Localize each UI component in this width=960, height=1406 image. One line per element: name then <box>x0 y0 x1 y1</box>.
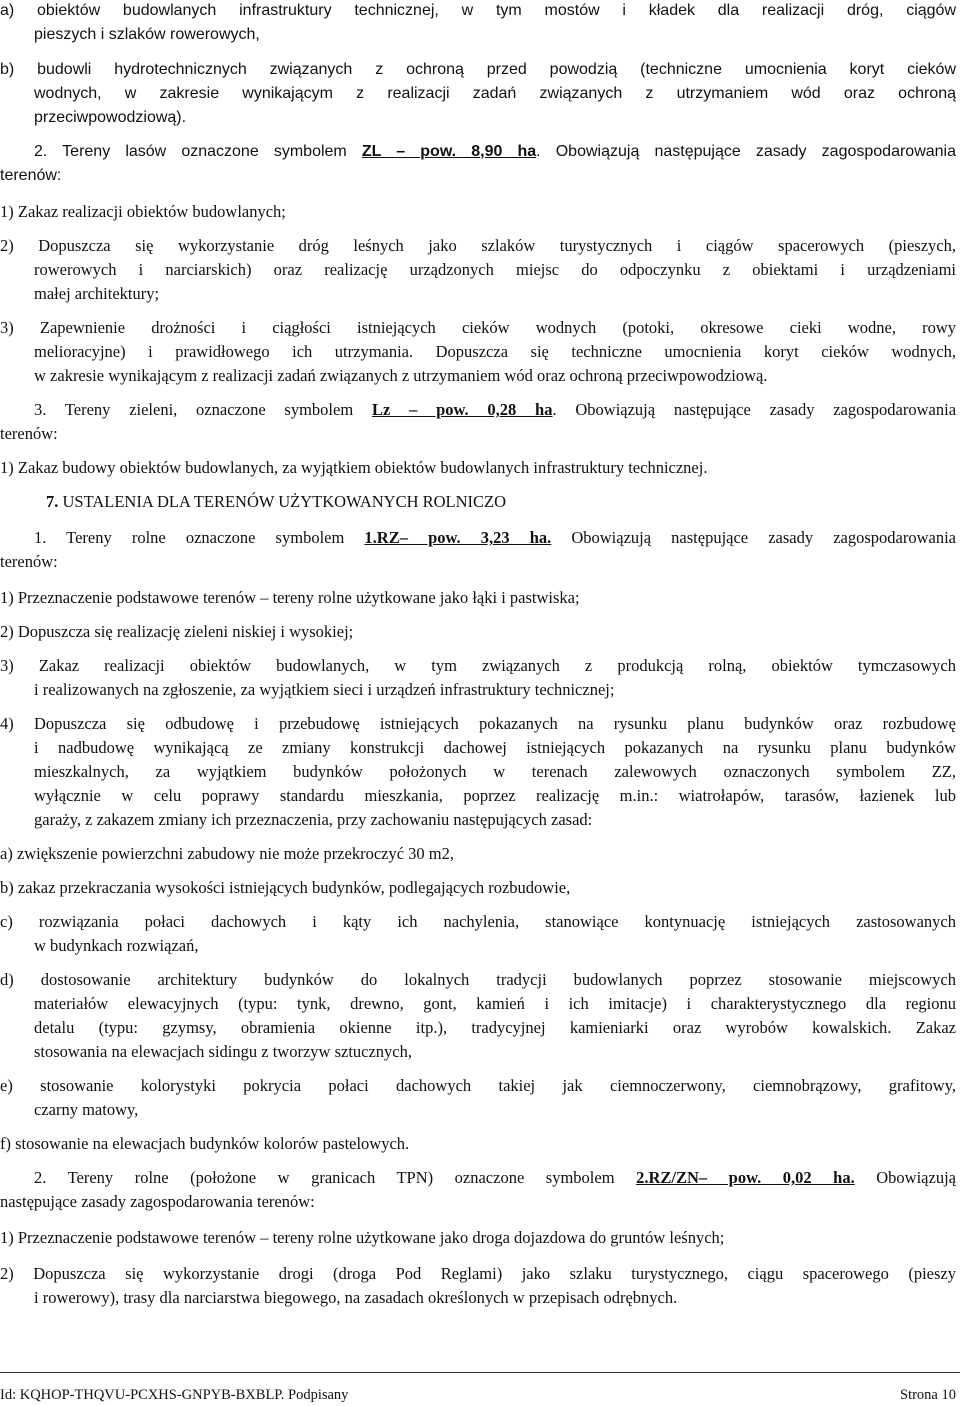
text-run: Obowiązują następujące zasady zagospodarowania <box>551 528 956 547</box>
text-line: małej architektury; <box>34 284 160 303</box>
emphasis-text: Lz – pow. 0,28 ha <box>371 400 553 419</box>
text-run: USTALENIA DLA TERENÓW UŻYTKOWANYCH ROLNICZO <box>58 492 507 511</box>
text-line: 2) Dopuszcza się wykorzystanie drogi (droga Pod Reglami) jako szlaku turystycznego, ciągu spacerowego (pieszy <box>0 1264 956 1283</box>
text-run: 2. Tereny rolne (położone w granicach TPN) oznaczone symbolem <box>34 1168 637 1187</box>
text-run: 1. Tereny rolne oznaczone symbolem <box>34 528 365 547</box>
text-line: pieszych i szlaków rowerowych, <box>34 26 260 43</box>
text-line: rowerowych i narciarskich) oraz realizację urządzonych miejsc do odpoczynku z obiektami i urządzeniami <box>34 260 956 279</box>
text-line: b) zakaz przekraczania wysokości istniejących budynków, podlegających rozbudowie, <box>0 878 571 897</box>
text-line: wodnych, w zakresie wynikającym z realizacji zadań związanych z utrzymaniem wód oraz ochroną <box>34 85 956 102</box>
text-line: w zakresie wynikającym z realizacji zadań związanych z utrzymaniem wód oraz ochroną przeciwpowodziową. <box>34 366 768 385</box>
text-line: a) obiektów budowlanych infrastruktury technicznej, w tym mostów i kładek dla realizacji dróg, ciągów <box>0 2 956 19</box>
underlined-symbol <box>636 1168 855 1187</box>
text-run: 3. Tereny zieleni, oznaczone symbolem <box>34 400 372 419</box>
text-line: i nadbudowę wynikającą ze zmiany konstrukcji dachowej istniejących pokazanych na rysunku planu budynków <box>34 738 956 757</box>
text-line: terenów: <box>0 424 58 443</box>
text-line: 1) Przeznaczenie podstawowe terenów – tereny rolne użytkowane jako droga dojazdowa do gruntów leśnych; <box>0 1228 725 1247</box>
text-line: 3) Zapewnienie drożności i ciągłości istniejących cieków wodnych (potoki, okresowe cieki wodne, rowy <box>0 318 956 337</box>
text-line: b) budowli hydrotechnicznych związanych z ochroną przed powodzią (techniczne umocnienia koryt cieków <box>0 61 956 78</box>
text-line: 4) Dopuszcza się odbudowę i przebudowę istniejących pokazanych na rysunku planu budynków oraz rozbudowę <box>0 714 956 733</box>
text-line: 1) Przeznaczenie podstawowe terenów – tereny rolne użytkowane jako łąki i pastwiska; <box>0 588 580 607</box>
text-line: 2) Dopuszcza się wykorzystanie dróg leśnych jako szlaków turystycznych i ciągów spacerowych (pieszych, <box>0 236 956 255</box>
underlined-symbol <box>362 143 536 160</box>
text-line: mieszkalnych, za wyjątkiem budynków położonych w terenach zalewowych oznaczonych symbolem ZZ, <box>34 762 956 781</box>
text-line: terenów: <box>0 552 58 571</box>
text-line: d) dostosowanie architektury budynków do lokalnych tradycji budowlanych poprzez stosowanie miejscowych <box>0 970 956 989</box>
footer-page-number: Strona 10 <box>900 1387 956 1403</box>
text-line: materiałów elewacyjnych (typu: tynk, drewno, gont, kamień i ich imitacje) i charakterystycznego dla regionu <box>34 994 956 1013</box>
text-run: Obowiązują <box>854 1168 956 1187</box>
emphasis-text: 2.RZ/ZN– pow. 0,02 ha. <box>636 1168 855 1187</box>
text-run: 2. Tereny lasów oznaczone symbolem <box>34 143 362 160</box>
text-line: c) rozwiązania połaci dachowych i kąty ich nachylenia, stanowiące kontynuację istniejących zastosowanych <box>0 912 956 931</box>
text-line: terenów: <box>0 167 62 184</box>
text-line: melioracyjne) i prawidłowego ich utrzymania. Dopuszcza się techniczne umocnienia koryt cieków wodnych, <box>34 342 956 361</box>
text-line <box>34 142 956 162</box>
text-line: i realizowanych na zgłoszenie, za wyjątkiem sieci i urządzeń infrastruktury technicznej; <box>34 680 615 699</box>
section-number: 7. <box>46 492 59 511</box>
footer-divider <box>0 1372 960 1373</box>
text-line: 1) Zakaz realizacji obiektów budowlanych; <box>0 202 286 221</box>
text-line <box>34 1168 956 1188</box>
underlined-symbol <box>364 528 551 547</box>
text-line: 1) Zakaz budowy obiektów budowlanych, za wyjątkiem obiektów budowlanych infrastruktury technicznej. <box>0 458 708 477</box>
emphasis-text: ZL – pow. 8,90 ha <box>361 143 537 160</box>
text-line: następujące zasady zagospodarowania terenów: <box>0 1192 315 1211</box>
text-line: przeciwpowodziową). <box>34 109 187 126</box>
underlined-symbol <box>372 400 553 419</box>
text-line: e) stosowanie kolorystyki pokrycia połaci dachowych takiej jak ciemnoczerwony, ciemnobrązowy, grafitowy, <box>0 1076 956 1095</box>
text-line <box>34 400 956 420</box>
text-line: wyłącznie w celu poprawy standardu mieszkania, poprzez realizację m.in.: wiatrołapów, tarasów, łazienek lub <box>34 786 956 805</box>
text-line: garaży, z zakazem zmiany ich przeznaczenia, przy zachowaniu następujących zasad: <box>34 810 593 829</box>
text-line: f) stosowanie na elewacjach budynków kolorów pastelowych. <box>0 1134 410 1153</box>
text-line <box>34 528 956 548</box>
text-line: 3) Zakaz realizacji obiektów budowlanych, w tym związanych z produkcją rolną, obiektów tymczasowych <box>0 656 956 675</box>
emphasis-text: 1.RZ– pow. 3,23 ha. <box>364 528 552 547</box>
text-line: detalu (typu: gzymsy, obramienia okienne itp.), tradycyjnej kamieniarki oraz wyrobów kowalskich. Zakaz <box>34 1018 956 1037</box>
text-line: i rowerowy), trasy dla narciarstwa biegowego, na zasadach określonych w przepisach odrębnych. <box>34 1288 678 1307</box>
text-line: czarny matowy, <box>34 1100 139 1119</box>
footer-document-id: Id: KQHOP-THQVU-PCXHS-GNPYB-BXBLP. Podpisany <box>0 1387 349 1403</box>
text-line: w budynkach rozwiązań, <box>34 936 199 955</box>
text-line: a) zwiększenie powierzchni zabudowy nie może przekroczyć 30 m2, <box>0 844 455 863</box>
text-line: 2) Dopuszcza się realizację zieleni niskiej i wysokiej; <box>0 622 354 641</box>
text-line <box>46 492 506 512</box>
text-line: stosowania na elewacjach sidingu z tworzyw sztucznych, <box>34 1042 412 1061</box>
text-run: . Obowiązują następujące zasady zagospodarowania <box>552 400 957 419</box>
text-run: . Obowiązują następujące zasady zagospodarowania <box>536 143 956 160</box>
